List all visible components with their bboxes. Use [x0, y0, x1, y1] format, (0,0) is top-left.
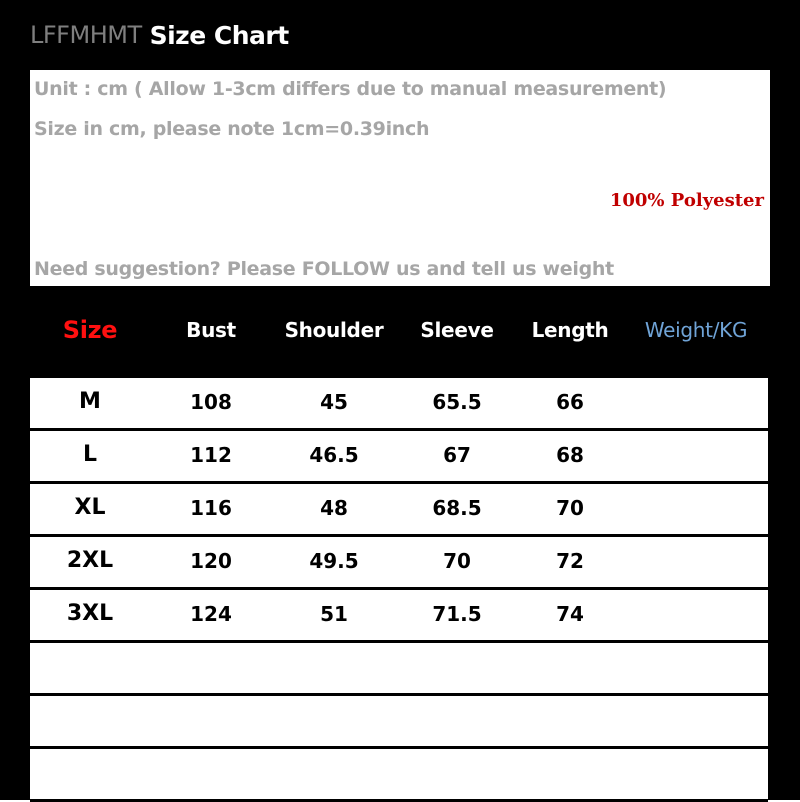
size-cell: M: [79, 389, 101, 414]
title-bar: [30, 0, 770, 70]
bust-cell: 124: [190, 602, 232, 626]
size-cell: L: [82, 442, 98, 467]
table-row: [30, 590, 768, 643]
length-cell: 72: [556, 549, 584, 573]
bust-cell: 108: [190, 390, 232, 414]
table-row-empty: [30, 696, 768, 749]
material-label: 100% Polyester: [609, 190, 764, 211]
suggestion-note: Need suggestion? Please FOLLOW us and tell us weight: [34, 258, 614, 280]
table-row-empty: [30, 643, 768, 696]
size-cell: XL: [74, 495, 106, 520]
table-row: [30, 378, 768, 431]
sleeve-cell: 65.5: [432, 390, 482, 414]
size-cell: 2XL: [66, 548, 114, 573]
column-header-sleeve: Sleeve: [420, 318, 494, 342]
table-row: [30, 484, 768, 537]
sleeve-cell: 68.5: [432, 496, 482, 520]
sleeve-cell: 70: [443, 549, 471, 573]
column-header-bust: Bust: [186, 318, 236, 342]
brand-name: LFFMHMT: [30, 21, 142, 49]
shoulder-cell: 49.5: [309, 549, 359, 573]
table-header: [30, 286, 770, 378]
shoulder-cell: 45: [320, 390, 348, 414]
shoulder-cell: 51: [320, 602, 348, 626]
sleeve-cell: 71.5: [432, 602, 482, 626]
length-cell: 74: [556, 602, 584, 626]
column-header-size: Size: [62, 316, 118, 344]
table-row-empty: [30, 749, 768, 802]
shoulder-cell: 46.5: [309, 443, 359, 467]
table-body: [30, 378, 768, 802]
bust-cell: 120: [190, 549, 232, 573]
column-header-shoulder: Shoulder: [284, 318, 384, 342]
column-header-length: Length: [531, 318, 609, 342]
length-cell: 68: [556, 443, 584, 467]
sleeve-cell: 67: [443, 443, 471, 467]
column-header-weight: Weight/KG: [644, 318, 748, 342]
bust-cell: 116: [190, 496, 232, 520]
shoulder-cell: 48: [320, 496, 348, 520]
notes-panel: [30, 70, 770, 286]
unit-note: Unit : cm ( Allow 1-3cm differs due to manual measurement): [34, 78, 667, 100]
length-cell: 66: [556, 390, 584, 414]
page-title: Size Chart: [149, 20, 289, 50]
bust-cell: 112: [190, 443, 232, 467]
size-cell: 3XL: [66, 601, 114, 626]
table-row: [30, 431, 768, 484]
table-row: [30, 537, 768, 590]
length-cell: 70: [556, 496, 584, 520]
conversion-note: Size in cm, please note 1cm=0.39inch: [34, 118, 430, 140]
